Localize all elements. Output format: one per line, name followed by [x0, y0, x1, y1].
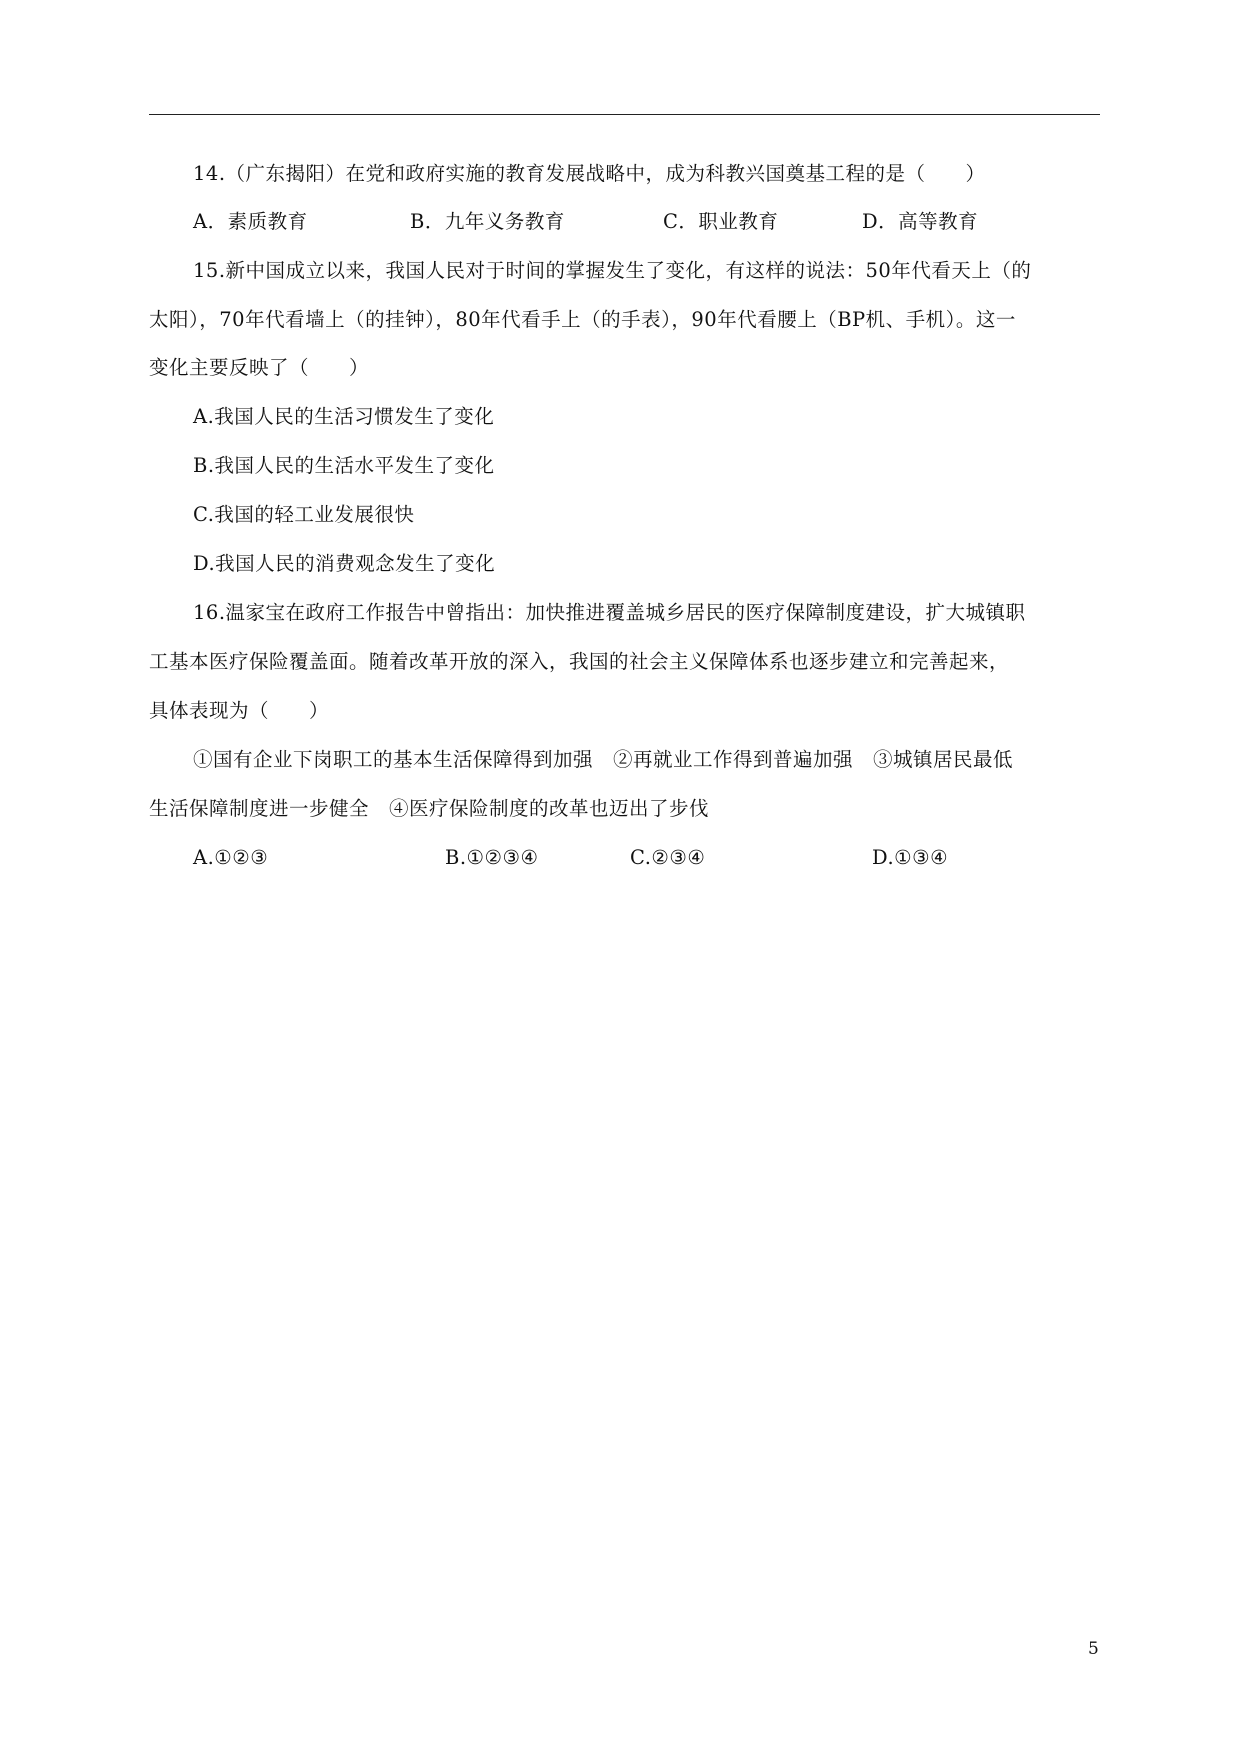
q14-stem: 14.（广东揭阳）在党和政府实施的教育发展战略中，成为科教兴国奠基工程的是（ ）: [193, 162, 986, 185]
q14-option-d: D．高等教育: [862, 210, 979, 233]
q15-stem-line-2: 太阳），70年代看墙上（的挂钟），80年代看手上（的手表），90年代看腰上（BP机、手机）。这一: [149, 308, 1016, 331]
q16-stem-line-1: 16.温家宝在政府工作报告中曾指出：加快推进覆盖城乡居民的医疗保障制度建设，扩大城镇职: [193, 601, 1026, 624]
q15-stem-line-1: 15.新中国成立以来，我国人民对于时间的掌握发生了变化，有这样的说法：50年代看天上（的: [193, 259, 1032, 282]
q14-option-c: C．职业教育: [663, 210, 779, 233]
q16-option-a: A.①②③: [193, 846, 269, 869]
q16-stem-line-2: 工基本医疗保险覆盖面。随着改革开放的深入，我国的社会主义保障体系也逐步建立和完善起来，: [149, 650, 1010, 673]
q15-option-d: D.我国人民的消费观念发生了变化: [193, 552, 496, 575]
q16-option-b: B.①②③④: [445, 846, 539, 869]
q15-option-b: B.我国人民的生活水平发生了变化: [193, 454, 495, 477]
q15-stem-line-3: 变化主要反映了（ ）: [149, 356, 370, 379]
q16-option-d: D.①③④: [872, 846, 949, 869]
page-number: 5: [1088, 1639, 1099, 1659]
q16-stem-line-3: 具体表现为（ ）: [149, 699, 330, 722]
q16-items-line-2: 生活保障制度进一步健全 ④医疗保险制度的改革也迈出了步伐: [149, 797, 710, 820]
q16-items-line-1: ①国有企业下岗职工的基本生活保障得到加强 ②再就业工作得到普遍加强 ③城镇居民最低: [193, 748, 1014, 771]
q16-option-c: C.②③④: [630, 846, 706, 869]
q15-option-c: C.我国的轻工业发展很快: [193, 503, 415, 526]
q15-option-a: A.我国人民的生活习惯发生了变化: [193, 405, 495, 428]
q14-option-a: A．素质教育: [193, 210, 308, 233]
q14-option-b: B．九年义务教育: [410, 210, 565, 233]
header-rule: [149, 114, 1100, 115]
